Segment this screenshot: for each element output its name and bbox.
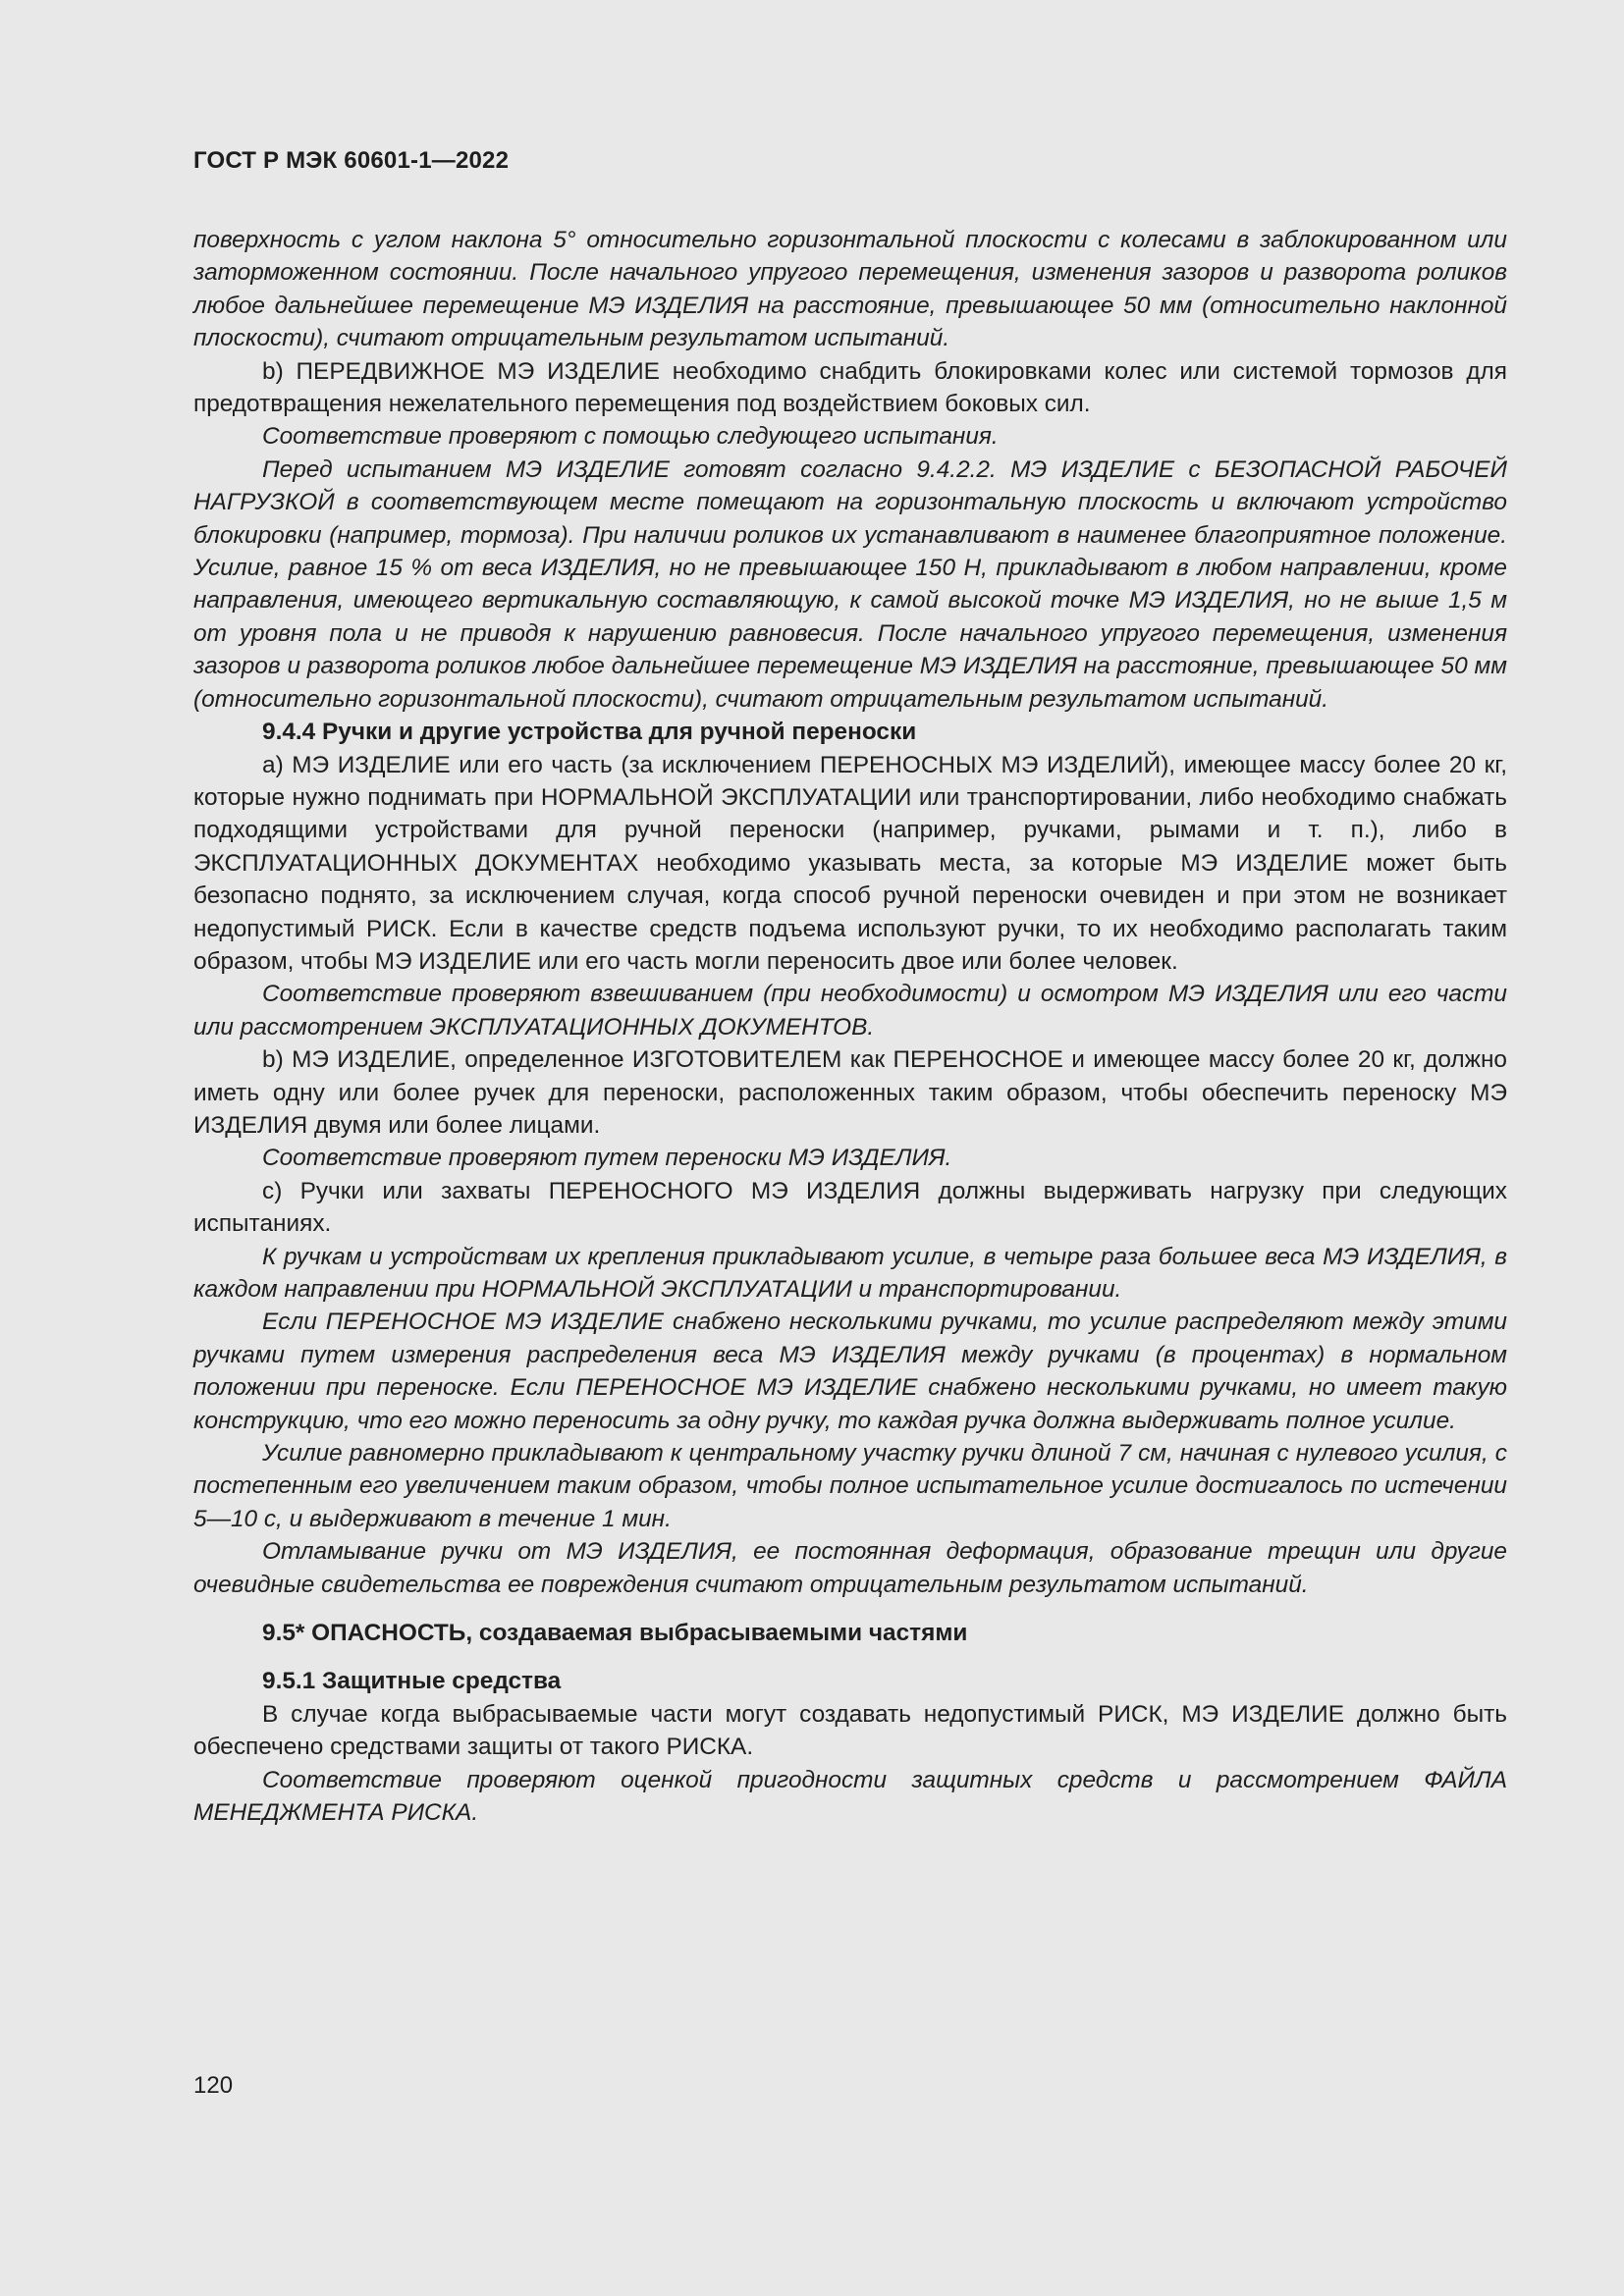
section-heading: 9.4.4 Ручки и другие устройства для ручной переноски — [262, 719, 917, 746]
section-heading: 9.5.1 Защитные средства — [262, 1668, 562, 1695]
document-body — [193, 224, 1507, 1830]
paragraph: Если ПЕРЕНОСНОЕ МЭ ИЗДЕЛИЕ снабжено несколькими ручками, то усилие распределяют между этими ручками путем измерения распределения веса МЭ ИЗДЕЛИЯ между ручками (в процентах) в нормальном положении при переноске. Если ПЕРЕНОСНОЕ МЭ ИЗДЕЛИЕ снабжено несколькими ручками, но имеет такую конструкцию, что его можно переносить за одну ручку, то каждая ручка должна выдерживать полное усилие. — [193, 1308, 1507, 1434]
paragraph: Соответствие проверяют с помощью следующего испытания. — [262, 423, 999, 451]
paragraph: Соответствие проверяют взвешиванием (при необходимости) и осмотром МЭ ИЗДЕЛИЯ или его части или рассмотрением ЭКСПЛУАТАЦИОННЫХ ДОКУМЕНТОВ. — [193, 981, 1507, 1041]
paragraph: c) Ручки или захваты ПЕРЕНОСНОГО МЭ ИЗДЕЛИЯ должны выдерживать нагрузку при следующих испытаниях. — [193, 1177, 1507, 1238]
paragraph: Соответствие проверяют оценкой пригодности защитных средств и рассмотрением ФАЙЛА МЕНЕДЖМЕНТА РИСКА. — [193, 1766, 1507, 1827]
paragraph: В случае когда выбрасываемые части могут создавать недопустимый РИСК, МЭ ИЗДЕЛИЕ должно быть обеспечено средствами защиты от такого РИСКА. — [193, 1700, 1507, 1761]
paragraph: Усилие равномерно прикладывают к центральному участку ручки длиной 7 см, начиная с нулевого усилия, с постепенным его увеличением таким образом, чтобы полное испытательное усилие достигалось по истечении 5—10 с, и выдерживают в течение 1 мин. — [193, 1440, 1507, 1532]
paragraph: a) МЭ ИЗДЕЛИЕ или его часть (за исключением ПЕРЕНОСНЫХ МЭ ИЗДЕЛИЙ), имеющее массу более 20 кг, которые нужно поднимать при НОРМАЛЬНОЙ ЭКСПЛУАТАЦИИ или транспортировании, либо необходимо снабжать подходящими устройствами для ручной переноски (например, ручками, рымами и т. п.), либо в ЭКСПЛУАТАЦИОННЫХ ДОКУМЕНТАХ необходимо указывать места, за которые МЭ ИЗДЕЛИЕ может быть безопасно поднято, за исключением случая, когда способ ручной переноски очевиден и при этом не возникает недопустимый РИСК. Если в качестве средств подъема используют ручки, то их необходимо располагать таким образом, чтобы МЭ ИЗДЕЛИЕ или его часть могли переносить двое или более человек. — [193, 751, 1507, 975]
paragraph: Соответствие проверяют путем переноски МЭ ИЗДЕЛИЯ. — [262, 1145, 952, 1172]
paragraph: b) ПЕРЕДВИЖНОЕ МЭ ИЗДЕЛИЕ необходимо снабдить блокировками колес или системой тормозов для предотвращения нежелательного перемещения под воздействием боковых сил. — [193, 357, 1507, 418]
paragraph: Отламывание ручки от МЭ ИЗДЕЛИЯ, ее постоянная деформация, образование трещин или другие очевидные свидетельства ее повреждения считают отрицательным результатом испытаний. — [193, 1538, 1507, 1598]
document-header: ГОСТ Р МЭК 60601-1—2022 — [193, 147, 510, 174]
paragraph: Перед испытанием МЭ ИЗДЕЛИЕ готовят согласно 9.4.2.2. МЭ ИЗДЕЛИЕ с БЕЗОПАСНОЙ РАБОЧЕЙ НАГРУЗКОЙ в соответствующем месте помещают на горизонтальную плоскость и включают устройство блокировки (например, тормоза). При наличии роликов их устанавливают в наименее благоприятное положение. Усилие, равное 15 % от веса ИЗДЕЛИЯ, но не превышающее 150 Н, прикладывают в любом направлении, кроме направления, имеющего вертикальную составляющую, к самой высокой точке МЭ ИЗДЕЛИЯ, но не выше 1,5 м от уровня пола и не приводя к нарушению равновесия. После начального упругого перемещения, изменения зазоров и разворота роликов любое дальнейшее перемещение МЭ ИЗДЕЛИЯ на расстояние, превышающее 50 мм (относительно горизонтальной плоскости), считают отрицательным результатом испытаний. — [193, 455, 1507, 713]
paragraph: К ручкам и устройствам их крепления прикладывают усилие, в четыре раза большее веса МЭ ИЗДЕЛИЯ, в каждом направлении при НОРМАЛЬНОЙ ЭКСПЛУАТАЦИИ и транспортировании. — [193, 1243, 1507, 1303]
section-heading: 9.5* ОПАСНОСТЬ, создаваемая выбрасываемыми частями — [262, 1620, 968, 1647]
page-number: 120 — [193, 2072, 234, 2099]
paragraph: поверхность с углом наклона 5° относительно горизонтальной плоскости с колесами в заблокированном или заторможенном состоянии. После начального упругого перемещения, изменения зазоров и разворота роликов любое дальнейшее перемещение МЭ ИЗДЕЛИЯ на расстояние, превышающее 50 мм (относительно наклонной плоскости), считают отрицательным результатом испытаний. — [193, 227, 1507, 352]
paragraph: b) МЭ ИЗДЕЛИЕ, определенное ИЗГОТОВИТЕЛЕМ как ПЕРЕНОСНОЕ и имеющее массу более 20 кг, должно иметь одну или более ручек для переноски, расположенных таким образом, чтобы обеспечить переноску МЭ ИЗДЕЛИЯ двумя или более лицами. — [193, 1046, 1507, 1139]
